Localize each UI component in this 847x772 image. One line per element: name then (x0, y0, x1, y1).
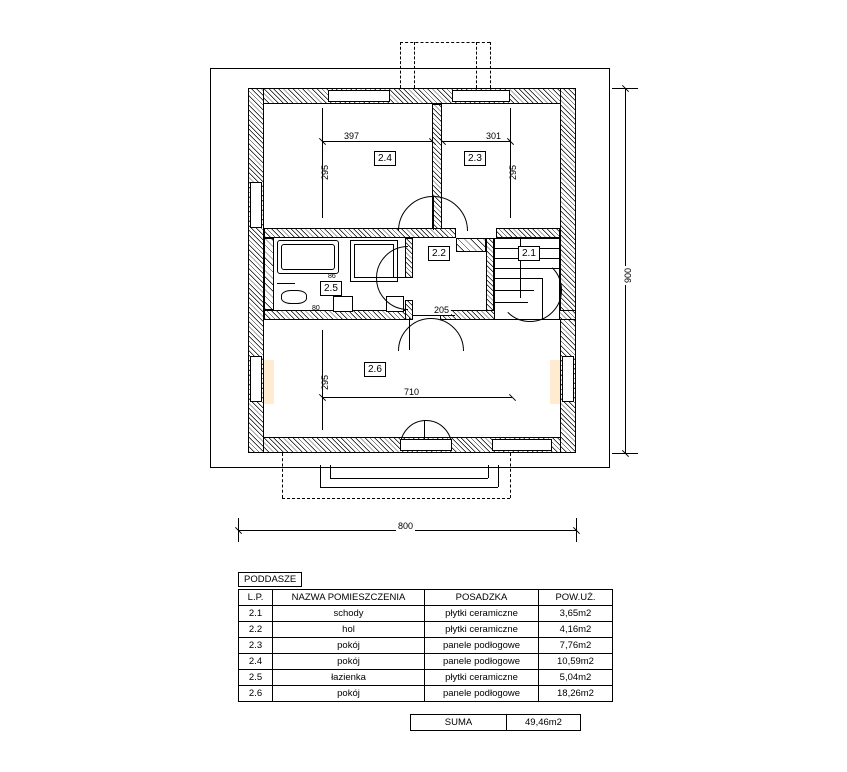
header-floor: POSADZKA (425, 590, 539, 606)
window-left-lower (250, 356, 262, 402)
dim-label-overall-width: 800 (398, 521, 414, 531)
roof-outline-top-inner-left (414, 42, 415, 88)
porch-outline-inner-right (488, 465, 489, 478)
header-name: NAZWA POMIESZCZENIA (273, 590, 425, 606)
terrace-outline-left (282, 453, 283, 498)
door-arc-room-26 (398, 318, 464, 384)
window-right-lower (562, 356, 574, 402)
dim-label-295-right-top: 295 (508, 164, 518, 180)
cell-floor: płytki ceramiczne (425, 606, 539, 622)
cell-lp: 2.6 (239, 686, 273, 702)
table-row (239, 670, 613, 686)
door-leaf-room-26 (409, 318, 410, 350)
legend-title: PODDASZE (238, 572, 302, 587)
cell-area: 7,76m2 (539, 638, 613, 654)
window-top-left (328, 90, 390, 102)
summary-table (410, 714, 581, 731)
cell-name: pokój (273, 654, 425, 670)
window-left-upper (250, 182, 262, 228)
axis-line-left (210, 68, 211, 468)
sink-basin (281, 290, 307, 304)
porch-outline-left (320, 465, 321, 487)
porch-outline-inner-left (330, 465, 331, 478)
room-tag-2-5: 2.5 (320, 281, 342, 296)
dim-label-397: 397 (344, 131, 360, 141)
cell-lp: 2.4 (239, 654, 273, 670)
summary-label: SUMA (411, 715, 507, 731)
dim-label-710: 710 (404, 387, 420, 397)
bathroom-fitting-line (277, 283, 295, 284)
dim-line-295-left-top (322, 108, 323, 218)
door-opening-bottom (400, 439, 452, 451)
stair-tread-5 (494, 290, 534, 291)
porch-outline-inner (330, 478, 488, 479)
bathtub-inner (281, 244, 335, 270)
cell-floor: płytki ceramiczne (425, 670, 539, 686)
terrace-outline-bottom (282, 498, 510, 499)
porch-outline-right (498, 465, 499, 487)
dim-line-397 (322, 141, 432, 142)
window-top-right (452, 90, 510, 102)
dim-line-301 (442, 141, 510, 142)
roof-outline-top-left (400, 42, 401, 88)
cell-name: łazienka (273, 670, 425, 686)
cell-area: 3,65m2 (539, 606, 613, 622)
cell-name: pokój (273, 638, 425, 654)
roof-outline-top-right (490, 42, 491, 88)
shading-bottom-left (264, 360, 274, 404)
interior-wall-stairs-left (486, 238, 494, 320)
dim-label-295-left-top: 295 (320, 164, 330, 180)
room-tag-2-4: 2.4 (374, 151, 396, 166)
roof-outline-top-inner-right (476, 42, 477, 88)
table-row (239, 638, 613, 654)
dim-label-301: 301 (486, 131, 502, 141)
door-leaf-bathroom (376, 277, 408, 278)
cell-area: 5,04m2 (539, 670, 613, 686)
table-row (239, 686, 613, 702)
shading-bottom-right (550, 360, 560, 404)
window-bottom-right (492, 439, 552, 451)
stair-tread-4 (494, 278, 542, 279)
cell-lp: 2.1 (239, 606, 273, 622)
axis-line-right (609, 68, 610, 468)
dim-label-295-left-bottom: 295 (320, 374, 330, 390)
dim-line-205 (413, 315, 455, 316)
room-tag-2-6: 2.6 (364, 362, 386, 377)
cell-floor: panele podłogowe (425, 638, 539, 654)
dim-label-205: 205 (434, 305, 450, 315)
dim-label-overall-height: 900 (623, 267, 633, 283)
summary-row (411, 715, 581, 731)
room-tag-2-2: 2.2 (428, 246, 450, 261)
duct-block-right (456, 238, 486, 252)
dim-line-710 (322, 397, 512, 398)
header-area: POW.UŻ. (539, 590, 613, 606)
cell-name: schody (273, 606, 425, 622)
stair-tread-3 (494, 268, 560, 269)
cell-name: hol (273, 622, 425, 638)
legend-block (238, 572, 613, 702)
dim-label-80: 80 (312, 305, 320, 312)
table-row (239, 622, 613, 638)
cell-lp: 2.5 (239, 670, 273, 686)
table-row (239, 654, 613, 670)
header-lp: L.P. (239, 590, 273, 606)
cell-lp: 2.2 (239, 622, 273, 638)
cell-area: 4,16m2 (539, 622, 613, 638)
cell-area: 18,26m2 (539, 686, 613, 702)
room-tag-2-1: 2.1 (518, 246, 540, 261)
table-header-row (239, 590, 613, 606)
duct-block-left (264, 238, 274, 310)
cell-floor: płytki ceramiczne (425, 622, 539, 638)
cell-area: 10,59m2 (539, 654, 613, 670)
axis-line-bottom (210, 467, 610, 468)
room-schedule-table (238, 589, 613, 702)
summary-value: 49,46m2 (507, 715, 581, 731)
cell-floor: panele podłogowe (425, 686, 539, 702)
interior-wall-upper-horizontal-right (496, 228, 560, 238)
exterior-wall-top (248, 88, 576, 104)
dim-label-86: 86 (328, 273, 336, 280)
dim-line-295-right-top (510, 108, 511, 218)
porch-outline-bottom (320, 487, 498, 488)
cell-lp: 2.3 (239, 638, 273, 654)
door-leaf-room-24 (433, 196, 434, 230)
table-row (239, 606, 613, 622)
cell-floor: panele podłogowe (425, 654, 539, 670)
cell-name: pokój (273, 686, 425, 702)
axis-line-top (210, 68, 610, 69)
room-tag-2-3: 2.3 (464, 151, 486, 166)
toilet (333, 296, 353, 312)
terrace-outline-right (510, 453, 511, 498)
